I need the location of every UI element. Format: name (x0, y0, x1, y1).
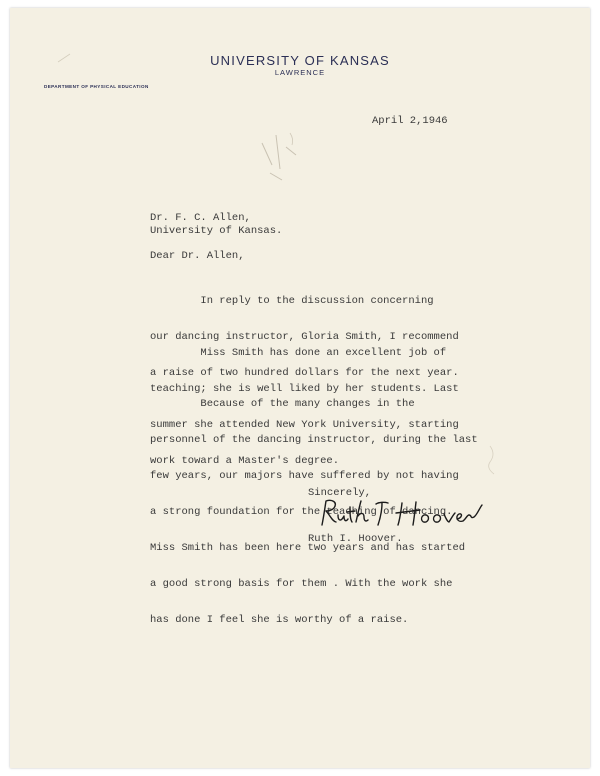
paragraph-line: work toward a Master's degree. (150, 455, 340, 467)
pencil-mark-scribble (250, 125, 320, 185)
paragraph-line: a raise of two hundred dollars for the next year. (150, 367, 459, 379)
paragraph-line: summer she attended New York University, starting (150, 419, 459, 431)
paragraph-line: personnel of the dancing instructor, during the last (150, 434, 478, 446)
letterhead-city: LAWRENCE (274, 68, 326, 77)
handwritten-signature (316, 495, 486, 531)
closing: Sincerely, (308, 487, 372, 499)
recipient-name: Dr. F. C. Allen, (150, 212, 251, 224)
paragraph-line: few years, our majors have suffered by not having (150, 470, 459, 482)
salutation: Dear Dr. Allen, (150, 250, 245, 262)
letterhead-department: DEPARTMENT OF PHYSICAL EDUCATION (44, 84, 149, 89)
paragraph-line: has done I feel she is worthy of a raise. (150, 614, 409, 626)
pencil-mark-tick (56, 50, 76, 66)
paragraph-line: a strong foundation for the teaching of dancing. (150, 506, 453, 518)
letterhead-university: UNIVERSITY OF KANSAS (210, 53, 390, 68)
letter-date: April 2,1946 (372, 115, 448, 127)
paragraph-line: Miss Smith has done an excellent job of (150, 347, 447, 359)
paragraph-line: Miss Smith has been here two years and has started (150, 542, 466, 554)
paragraph-line: teaching; she is well liked by her students. Last (150, 383, 459, 395)
paragraph-line: Because of the many changes in the (150, 398, 415, 410)
paragraph-line: our dancing instructor, Gloria Smith, I recommend (150, 331, 459, 343)
paragraph-line: In reply to the discussion concerning (150, 295, 434, 307)
typed-signer-name: Ruth I. Hoover. (308, 533, 403, 545)
paragraph-line: a good strong basis for them . With the work she (150, 578, 453, 590)
pencil-mark-margin (482, 440, 502, 480)
recipient-institution: University of Kansas. (150, 225, 283, 237)
